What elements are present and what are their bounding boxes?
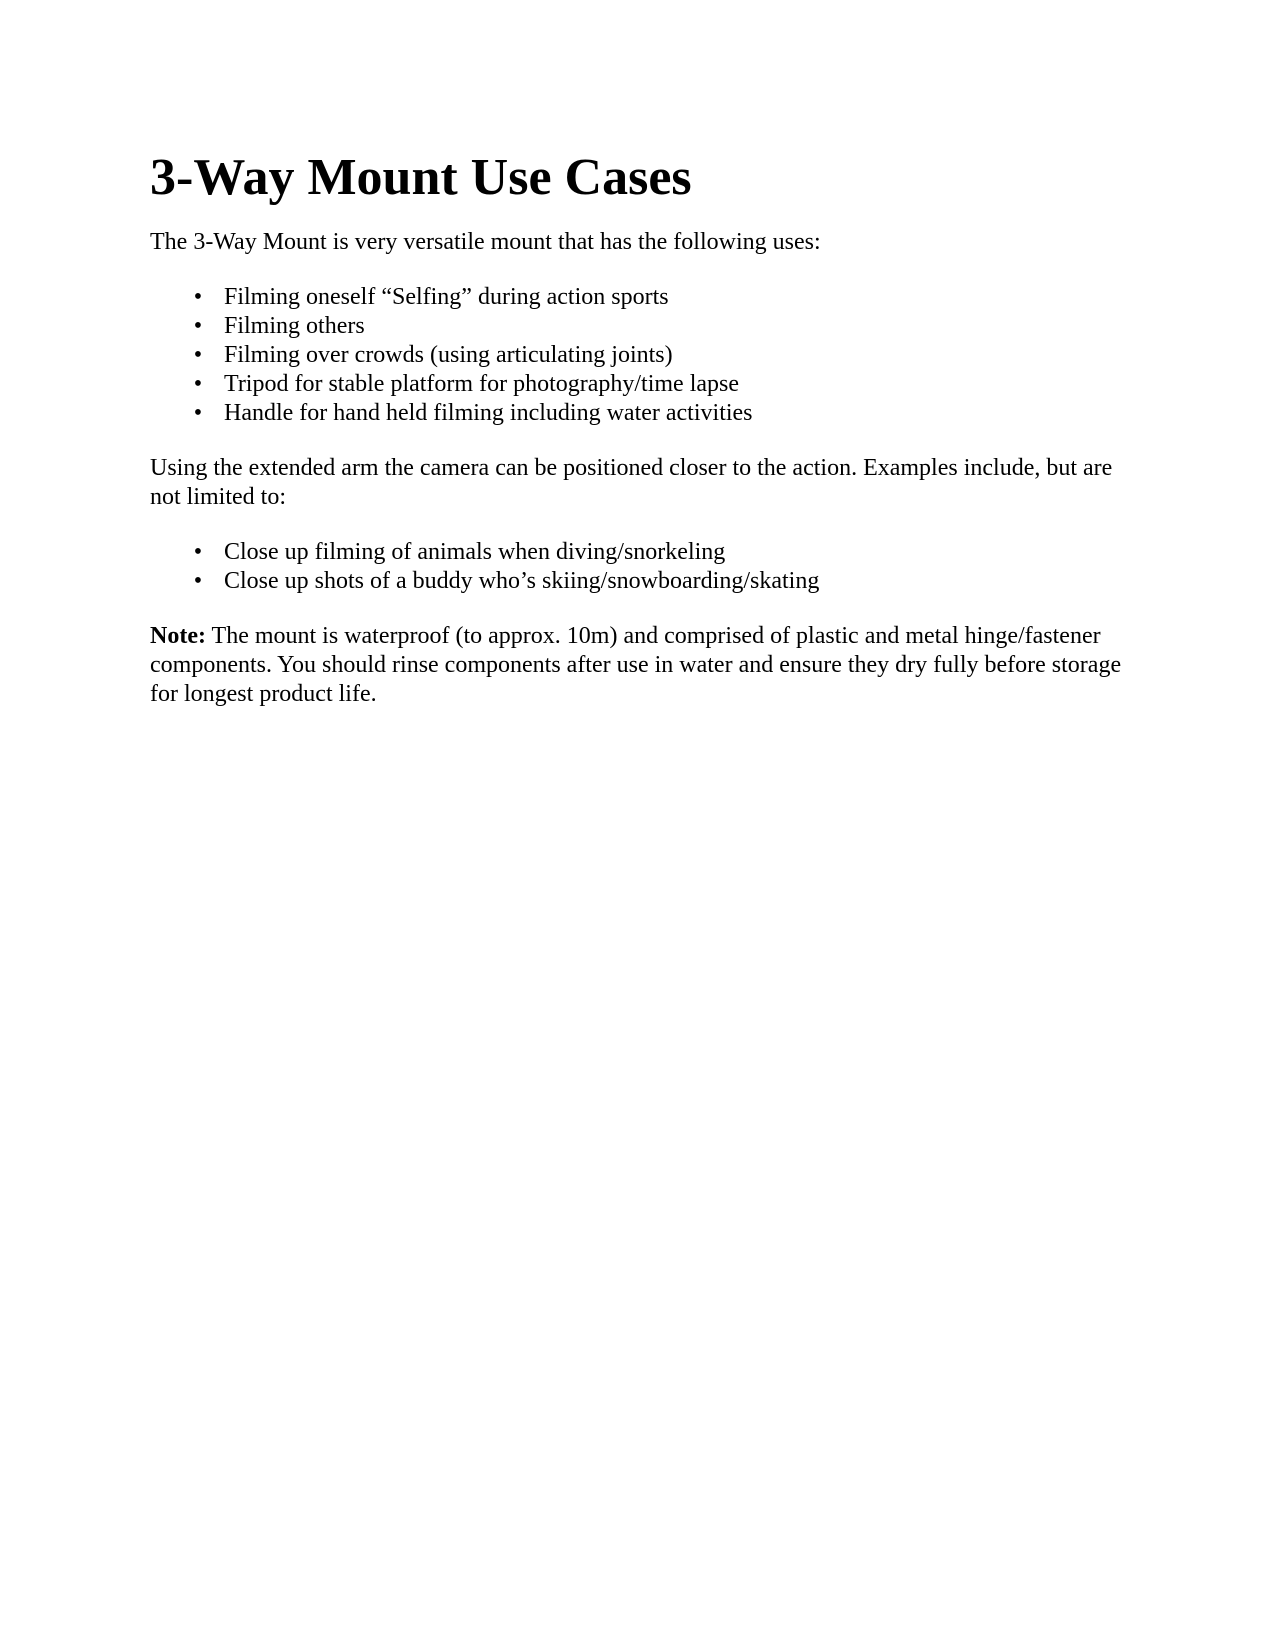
list-item-text: Filming over crowds (using articulating joints): [224, 342, 673, 368]
list-item-text: Close up shots of a buddy who’s skiing/snowboarding/skating: [224, 568, 820, 594]
list-item-text: Handle for hand held filming including water activities: [224, 400, 753, 426]
bullet-icon: •: [193, 371, 203, 397]
list-item: [150, 399, 1140, 428]
list-item: [150, 370, 1140, 399]
list-item-text: Tripod for stable platform for photography/time lapse: [224, 371, 740, 397]
note-text: The mount is waterproof (to approx. 10m) and comprised of plastic and metal hinge/fastener components. You should rinse components after use in water and ensure they dry fully before storage for longest product life.: [150, 623, 1122, 707]
list-item: [150, 538, 1140, 567]
bullet-icon: •: [193, 313, 203, 339]
document-content: [150, 146, 1140, 709]
bullet-icon: •: [193, 342, 203, 368]
note-label: Note:: [150, 623, 206, 649]
intro-paragraph: The 3-Way Mount is very versatile mount that has the following uses:: [150, 229, 821, 255]
list-item: [150, 567, 1140, 596]
list-item-text: Close up filming of animals when diving/snorkeling: [224, 539, 726, 565]
bullet-icon: •: [193, 568, 203, 594]
bullet-icon: •: [193, 284, 203, 310]
note-paragraph: [150, 622, 1140, 709]
uses-list: [150, 283, 1140, 428]
list-item: [150, 283, 1140, 312]
list-item: [150, 312, 1140, 341]
bullet-icon: •: [193, 400, 203, 426]
list-item-text: Filming others: [224, 313, 365, 339]
page-title: 3-Way Mount Use Cases: [150, 149, 692, 206]
examples-list: [150, 538, 1140, 596]
list-item-text: Filming oneself “Selfing” during action sports: [224, 284, 669, 310]
bullet-icon: •: [193, 539, 203, 565]
extended-arm-paragraph: Using the extended arm the camera can be positioned closer to the action. Examples include, but are not limited to:: [150, 455, 1113, 510]
list-item: [150, 341, 1140, 370]
